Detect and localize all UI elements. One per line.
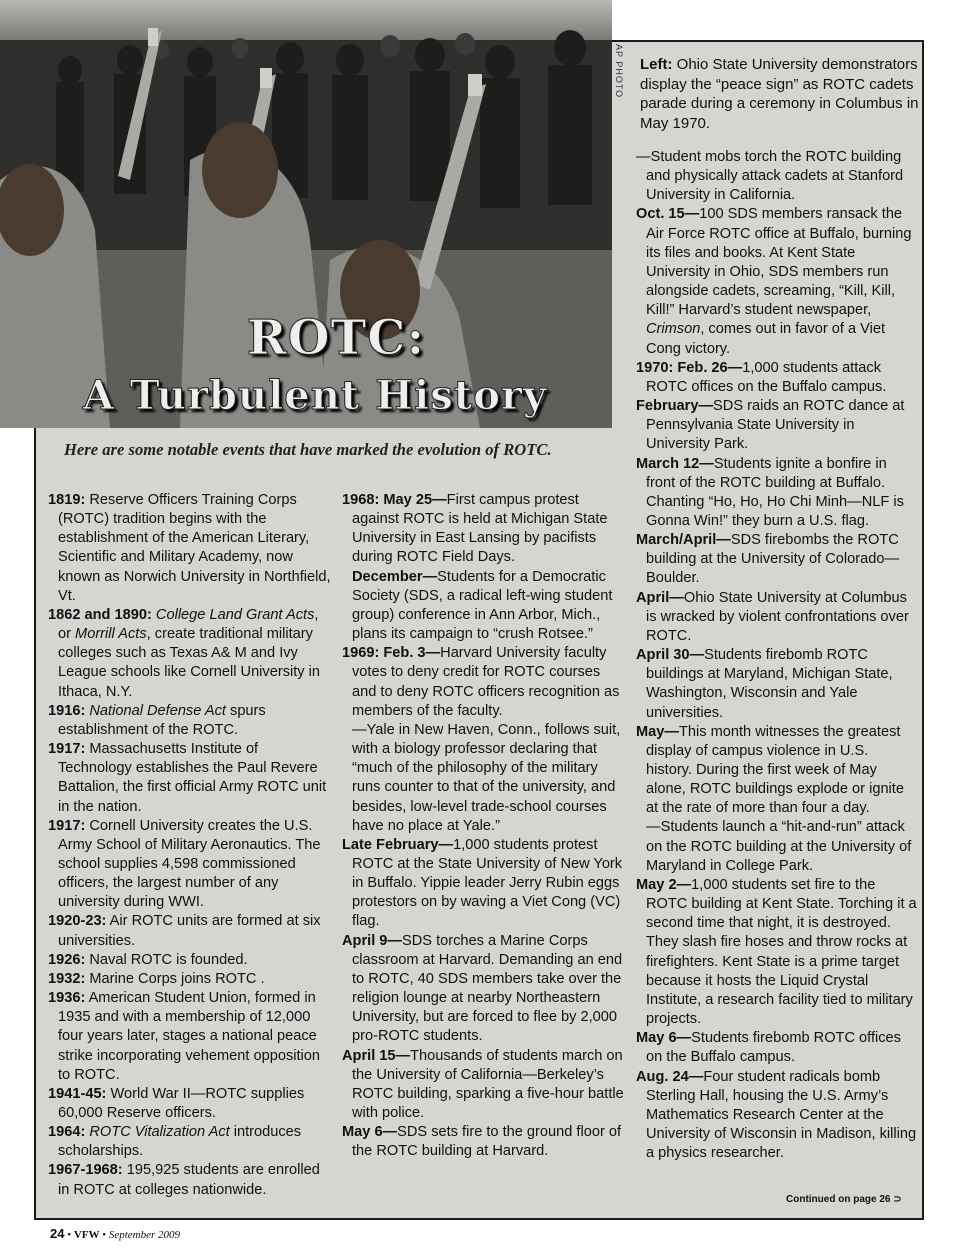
timeline-entry: April 30—Students firebomb ROTC buildings at Maryland, Michigan State, Washington, Wisconsin and Yale universities. [636, 647, 893, 721]
timeline-entry: March/April—SDS firebombs the ROTC building at the University of Colorado—Boulder. [636, 532, 900, 587]
timeline-entry: 1967-1968: 195,925 students are enrolled in ROTC at colleges nationwide. [48, 1162, 320, 1198]
article-intro: Here are some notable events that have marked the evolution of ROTC. [64, 440, 552, 459]
timeline-entry: —Students launch a “hit-and-run” attack on the ROTC building at the University of Maryland in College Park. [646, 819, 912, 874]
timeline-entry: May 2—1,000 students set fire to the ROTC building at Kent State. Torching it a second time that night, it is destroyed. They slash fire hoses and throw rocks at firefighters. Kent State is a prime target because it hosts the Liquid Crystal Institute, a research facility tied to military projects. [636, 876, 917, 1028]
page-footer [50, 1226, 180, 1241]
caption-lead: Left: [640, 56, 673, 73]
timeline-entry: April 9—SDS torches a Marine Corps classroom at Harvard. Demanding an end to ROTC, 40 SDS members take over the religion lounge at nearby Northeastern University, but are forced to flee by 2,000 pro-ROTC students. [342, 932, 623, 1045]
continued-on-page-link[interactable]: Continued on page 26 ⊃ [786, 1194, 902, 1205]
magazine-name: VFW [73, 1229, 100, 1241]
timeline-entry: 1964: ROTC Vitalization Act introduces scholarships. [48, 1124, 302, 1160]
timeline-entry: 1941-45: World War II—ROTC supplies 60,000 Reserve officers. [48, 1085, 305, 1121]
timeline-entry: Oct. 15—100 SDS members ransack the Air Force ROTC office at Buffalo, burning its files and books. At Kent State University in Ohio, SDS members run alongside cadets, screaming, “Kill, Kill, Kill!” Harvard’s student newspaper, Crimson, comes out in favor of a Viet Cong victory. [636, 206, 912, 357]
timeline-entry: 1819: Reserve Officers Training Corps (ROTC) tradition begins with the establishment of the American Literary, Scientific and Military Academy, now known as Norwich University in Northfield, Vt. [48, 492, 331, 604]
timeline-entry: 1970: Feb. 26—1,000 students attack ROTC offices on the Buffalo campus. [636, 359, 887, 395]
issue-date: September 2009 [108, 1229, 181, 1241]
timeline-entry: February—SDS raids an ROTC dance at Pennsylvania State University in University Park. [636, 398, 905, 453]
timeline-entry: April 15—Thousands of students march on the University of California—Berkeley’s ROTC building, sparking a five-hour battle with police. [342, 1047, 624, 1121]
timeline-entry: 1862 and 1890: College Land Grant Acts, or Morrill Acts, create traditional military colleges such as Texas A& M and Ivy League schools like Cornell University in Ithaca, N.Y. [48, 606, 321, 700]
article-title-line2: A Turbulent History [82, 372, 548, 419]
timeline-entry: Late February—1,000 students protest ROTC at the State University of New York in Buffalo. Yippie leader Jerry Rubin eggs protestors on by waving a Viet Cong (VC) flag. [342, 836, 623, 930]
timeline-entry: 1920-23: Air ROTC units are formed at six universities. [48, 913, 321, 949]
timeline-entry: May 6—Students firebomb ROTC offices on the Buffalo campus. [636, 1030, 901, 1066]
footer-separator: • [67, 1229, 72, 1241]
timeline-entry: 1917: Massachusetts Institute of Technology establishes the Paul Revere Battalion, the first official Army ROTC unit in the nation. [48, 741, 327, 815]
timeline-entry: Aug. 24—Four student radicals bomb Sterling Hall, housing the U.S. Army’s Mathematics Research Center at the University of Wisconsin in Madison, killing a physics researcher. [636, 1068, 917, 1162]
photo-caption [640, 55, 920, 133]
timeline-entry: —Student mobs torch the ROTC building and physically attack cadets at Stanford University in California. [636, 149, 904, 204]
timeline-column-3 [636, 148, 918, 1163]
timeline-entry: 1936: American Student Union, formed in 1935 and with a membership of 12,000 four years later, stages a national peace strike incorporating vehement opposition to ROTC. [48, 990, 321, 1083]
timeline-entry: 1926: Naval ROTC is founded. [48, 951, 248, 968]
timeline-column-2 [342, 491, 626, 1161]
timeline-entry: 1968: May 25—First campus protest against ROTC is held at Michigan State University in East Lansing by pacifists during ROTC Field Days. [342, 492, 608, 566]
timeline-entry: 1932: Marine Corps joins ROTC . [48, 970, 265, 987]
timeline-entry: May 6—SDS sets fire to the ground floor of the ROTC building at Harvard. [342, 1124, 622, 1160]
photo-credit-text: AP PHOTO [614, 44, 624, 99]
footer-separator: • [102, 1229, 107, 1241]
timeline-entry: March 12—Students ignite a bonfire in front of the ROTC building at Buffalo. Chanting “Ho, Ho, Ho Chi Minh—NLF is Gonna Win!” they burn a U.S. flag. [636, 455, 904, 529]
timeline-entry: 1917: Cornell University creates the U.S. Army School of Military Aeronautics. The school supplies 4,598 commissioned officers, the largest number of any university during WWI. [48, 817, 321, 911]
timeline-entry: 1969: Feb. 3—Harvard University faculty votes to deny credit for ROTC courses and to deny ROTC officers recognition as members of the faculty. [342, 645, 620, 719]
photo-credit [606, 46, 636, 136]
protest-photo [0, 0, 612, 428]
timeline-entry: 1916: National Defense Act spurs establishment of the ROTC. [48, 702, 266, 738]
caption-body: Ohio State University demonstrators display the “peace sign” as ROTC cadets parade during a ceremony in Columbus in May 1970. [640, 56, 919, 132]
timeline-entry: May—This month witnesses the greatest display of campus violence in U.S. history. During the first week of May alone, ROTC buildings explode or ignite at the rate of more than four a day. [636, 723, 904, 817]
timeline-column-1 [48, 491, 333, 1200]
timeline-entry: —Yale in New Haven, Conn., follows suit, with a biology professor declaring that “much of the philosophy of the military runs counter to that of the university, and besides, low-level trade-school courses have no place at Yale.” [352, 721, 621, 834]
article-title-line1: ROTC: [246, 310, 426, 366]
timeline-entry: December—Students for a Democratic Society (SDS, a radical left-wing student group) conference in Ann Arbor, Mich., plans its campaign to “crush Rotsee.” [352, 568, 613, 643]
page-number: 24 [50, 1226, 65, 1241]
timeline-entry: April—Ohio State University at Columbus is wracked by violent confrontations over ROTC. [636, 589, 909, 644]
